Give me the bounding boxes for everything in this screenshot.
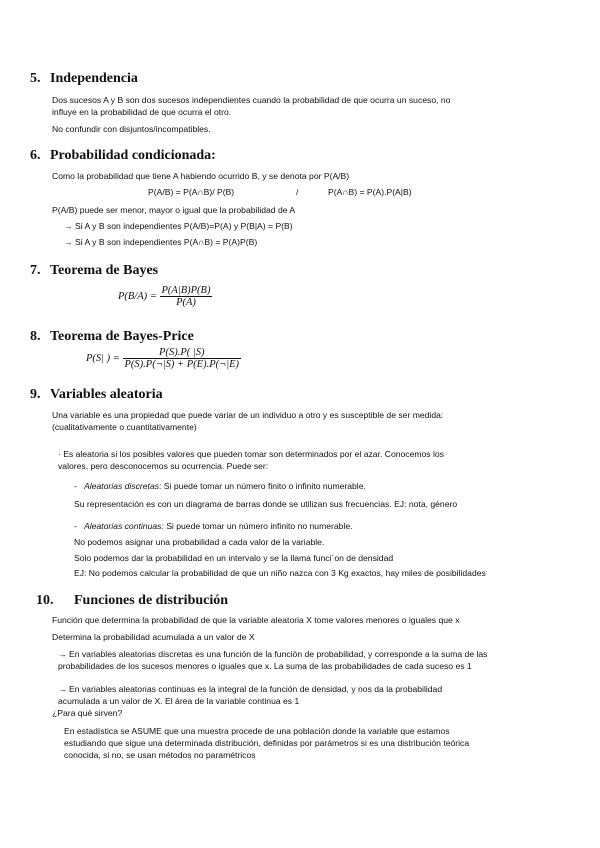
discrete-term: Aleatorias discretas: [84, 481, 160, 491]
s10-arrow2b: acumulada a un valor de X. El área de la variable continua es 1: [58, 696, 300, 706]
section-number: 9.: [30, 387, 41, 402]
heading-funciones-distribucion: [36, 593, 228, 609]
formula-intersection: P(A∩B) = P(A).P(A|B): [328, 187, 412, 197]
section-number: 7.: [30, 263, 41, 278]
continuous-example: EJ: No podemos calcular la probabilidad de que un niño nazca con 3 Kg exactos, hay miles de posibilidades: [74, 568, 486, 578]
bayes-fraction: [160, 285, 213, 308]
s10-arrow2a: → En variables aleatorias continuas es la integral de la función de densidad, y nos da la probabilidad: [58, 684, 443, 694]
s9-line2: (cualitativamente o cuantitativamente): [52, 422, 197, 432]
bayes-lhs: P(B/A) =: [118, 291, 157, 302]
s5-line3: No confundir con disjuntos/incompatibles.: [52, 124, 211, 134]
bayes-price-fraction: [123, 347, 242, 370]
section-number: 6.: [30, 148, 41, 163]
s10-line2: Determina la probabilidad acumulada a un valor de X: [52, 632, 255, 642]
section-title: Teorema de Bayes: [50, 263, 159, 278]
bayes-price-lhs: P(S| ) =: [86, 353, 120, 364]
formula-conditional: P(A/B) = P(A∩B)/ P(B): [148, 187, 235, 197]
section-title: Probabilidad condicionada:: [50, 148, 216, 163]
bayes-price-formula: [86, 347, 241, 370]
bayes-numerator: P(A|B)P(B): [161, 285, 211, 296]
heading-probabilidad-condicionada: [30, 148, 216, 164]
s9-line3: · Es aleatoria si los posibles valores que pueden tomar son determinados por el azar. Conocemos los: [58, 449, 444, 459]
bayes-price-numerator: P(S).P( |S): [159, 347, 205, 358]
s5-line2: influye en la probabilidad de que ocurra el otro.: [52, 107, 232, 117]
s10-arrow1a: → En variables aleatorias discretas es una función de la función de probabilidad, y corresponde a la suma de las: [58, 649, 488, 659]
s10-answer3: conocida, si no, se usan métodos no paramétricos: [64, 750, 256, 760]
section-title: Teorema de Bayes-Price: [50, 329, 194, 344]
continuous-term: Aleatorias continuas:: [84, 521, 164, 531]
formula-separator: /: [296, 187, 299, 197]
continuous-line1: No podemos asignar una probabilidad a cada valor de la variable.: [74, 537, 325, 547]
s5-line1: Dos sucesos A y B son dos sucesos independientes cuando la probabilidad de que ocurra un suceso, no: [52, 95, 451, 105]
s10-line1: Función que determina la probabilidad de que la variable aleatoria X tome valores menores o iguales que x: [52, 615, 460, 625]
continuous-desc: Si puede tomar un número infinito no numerable.: [163, 521, 353, 531]
section-number: 8.: [30, 329, 41, 344]
s10-answer2: estudiando que sigue una determinada distribución, definidas por parámetros si es una distribución teórica: [64, 738, 470, 748]
section-number: 5.: [30, 71, 41, 86]
s10-question: ¿Para qué sirven?: [52, 708, 123, 718]
discrete-representation: Su representación es con un diagrama de barras donde se utilizan sus frecuencias. EJ: nota, género: [74, 499, 458, 509]
s6-line1: Como la probabilidad que tiene A habiendo ocurrido B, y se denota por P(A/B): [52, 171, 350, 181]
s10-answer1: En estadística se ASUME que una muestra procede de una población donde la variable que estamos: [64, 726, 450, 736]
s9-line4: valores, pero desconocemos su ocurrencia. Puede ser:: [58, 461, 269, 471]
heading-teorema-bayes: [30, 263, 158, 279]
bullet-dash: -: [74, 521, 85, 531]
section-number: 10.: [36, 593, 54, 608]
s6-bullet2: → Si A y B son independientes P(A∩B) = P(A)P(B): [64, 237, 258, 247]
section-title: Independencia: [50, 71, 138, 86]
heading-independencia: [30, 71, 138, 87]
continuous-line2: Solo podemos dar la probabilidad en un intervalo y se la llama funci´on de densidad: [74, 553, 394, 563]
section-title: Funciones de distribución: [74, 593, 229, 608]
s9-line1: Una variable es una propiedad que puede variar de un individuo a otro y es susceptible de ser medida:: [52, 410, 444, 420]
s6-bullet1: → Si A y B son independientes P(A/B)=P(A) y P(B|A) = P(B): [64, 221, 293, 231]
continuous-definition: [74, 521, 353, 532]
bayes-denominator: P(A): [160, 296, 213, 308]
section-title: Variables aleatoria: [50, 387, 163, 402]
bayes-formula: [118, 285, 212, 308]
discrete-definition: [74, 481, 366, 492]
s10-arrow1b: probabilidades de los sucesos menores o iguales que x. La suma de las probabilidades de cada suceso es 1: [58, 661, 472, 671]
bullet-dash: -: [74, 481, 85, 491]
s6-line2: P(A/B) puede ser menor, mayor o igual que la probabilidad de A: [52, 205, 296, 215]
bayes-price-denominator: P(S).P(¬|S) + P(E).P(¬|E): [124, 359, 240, 370]
discrete-desc: : Si puede tomar un número finito o infinito numerable.: [159, 481, 366, 491]
heading-teorema-bayes-price: [30, 329, 194, 345]
heading-variables-aleatoria: [30, 387, 163, 403]
